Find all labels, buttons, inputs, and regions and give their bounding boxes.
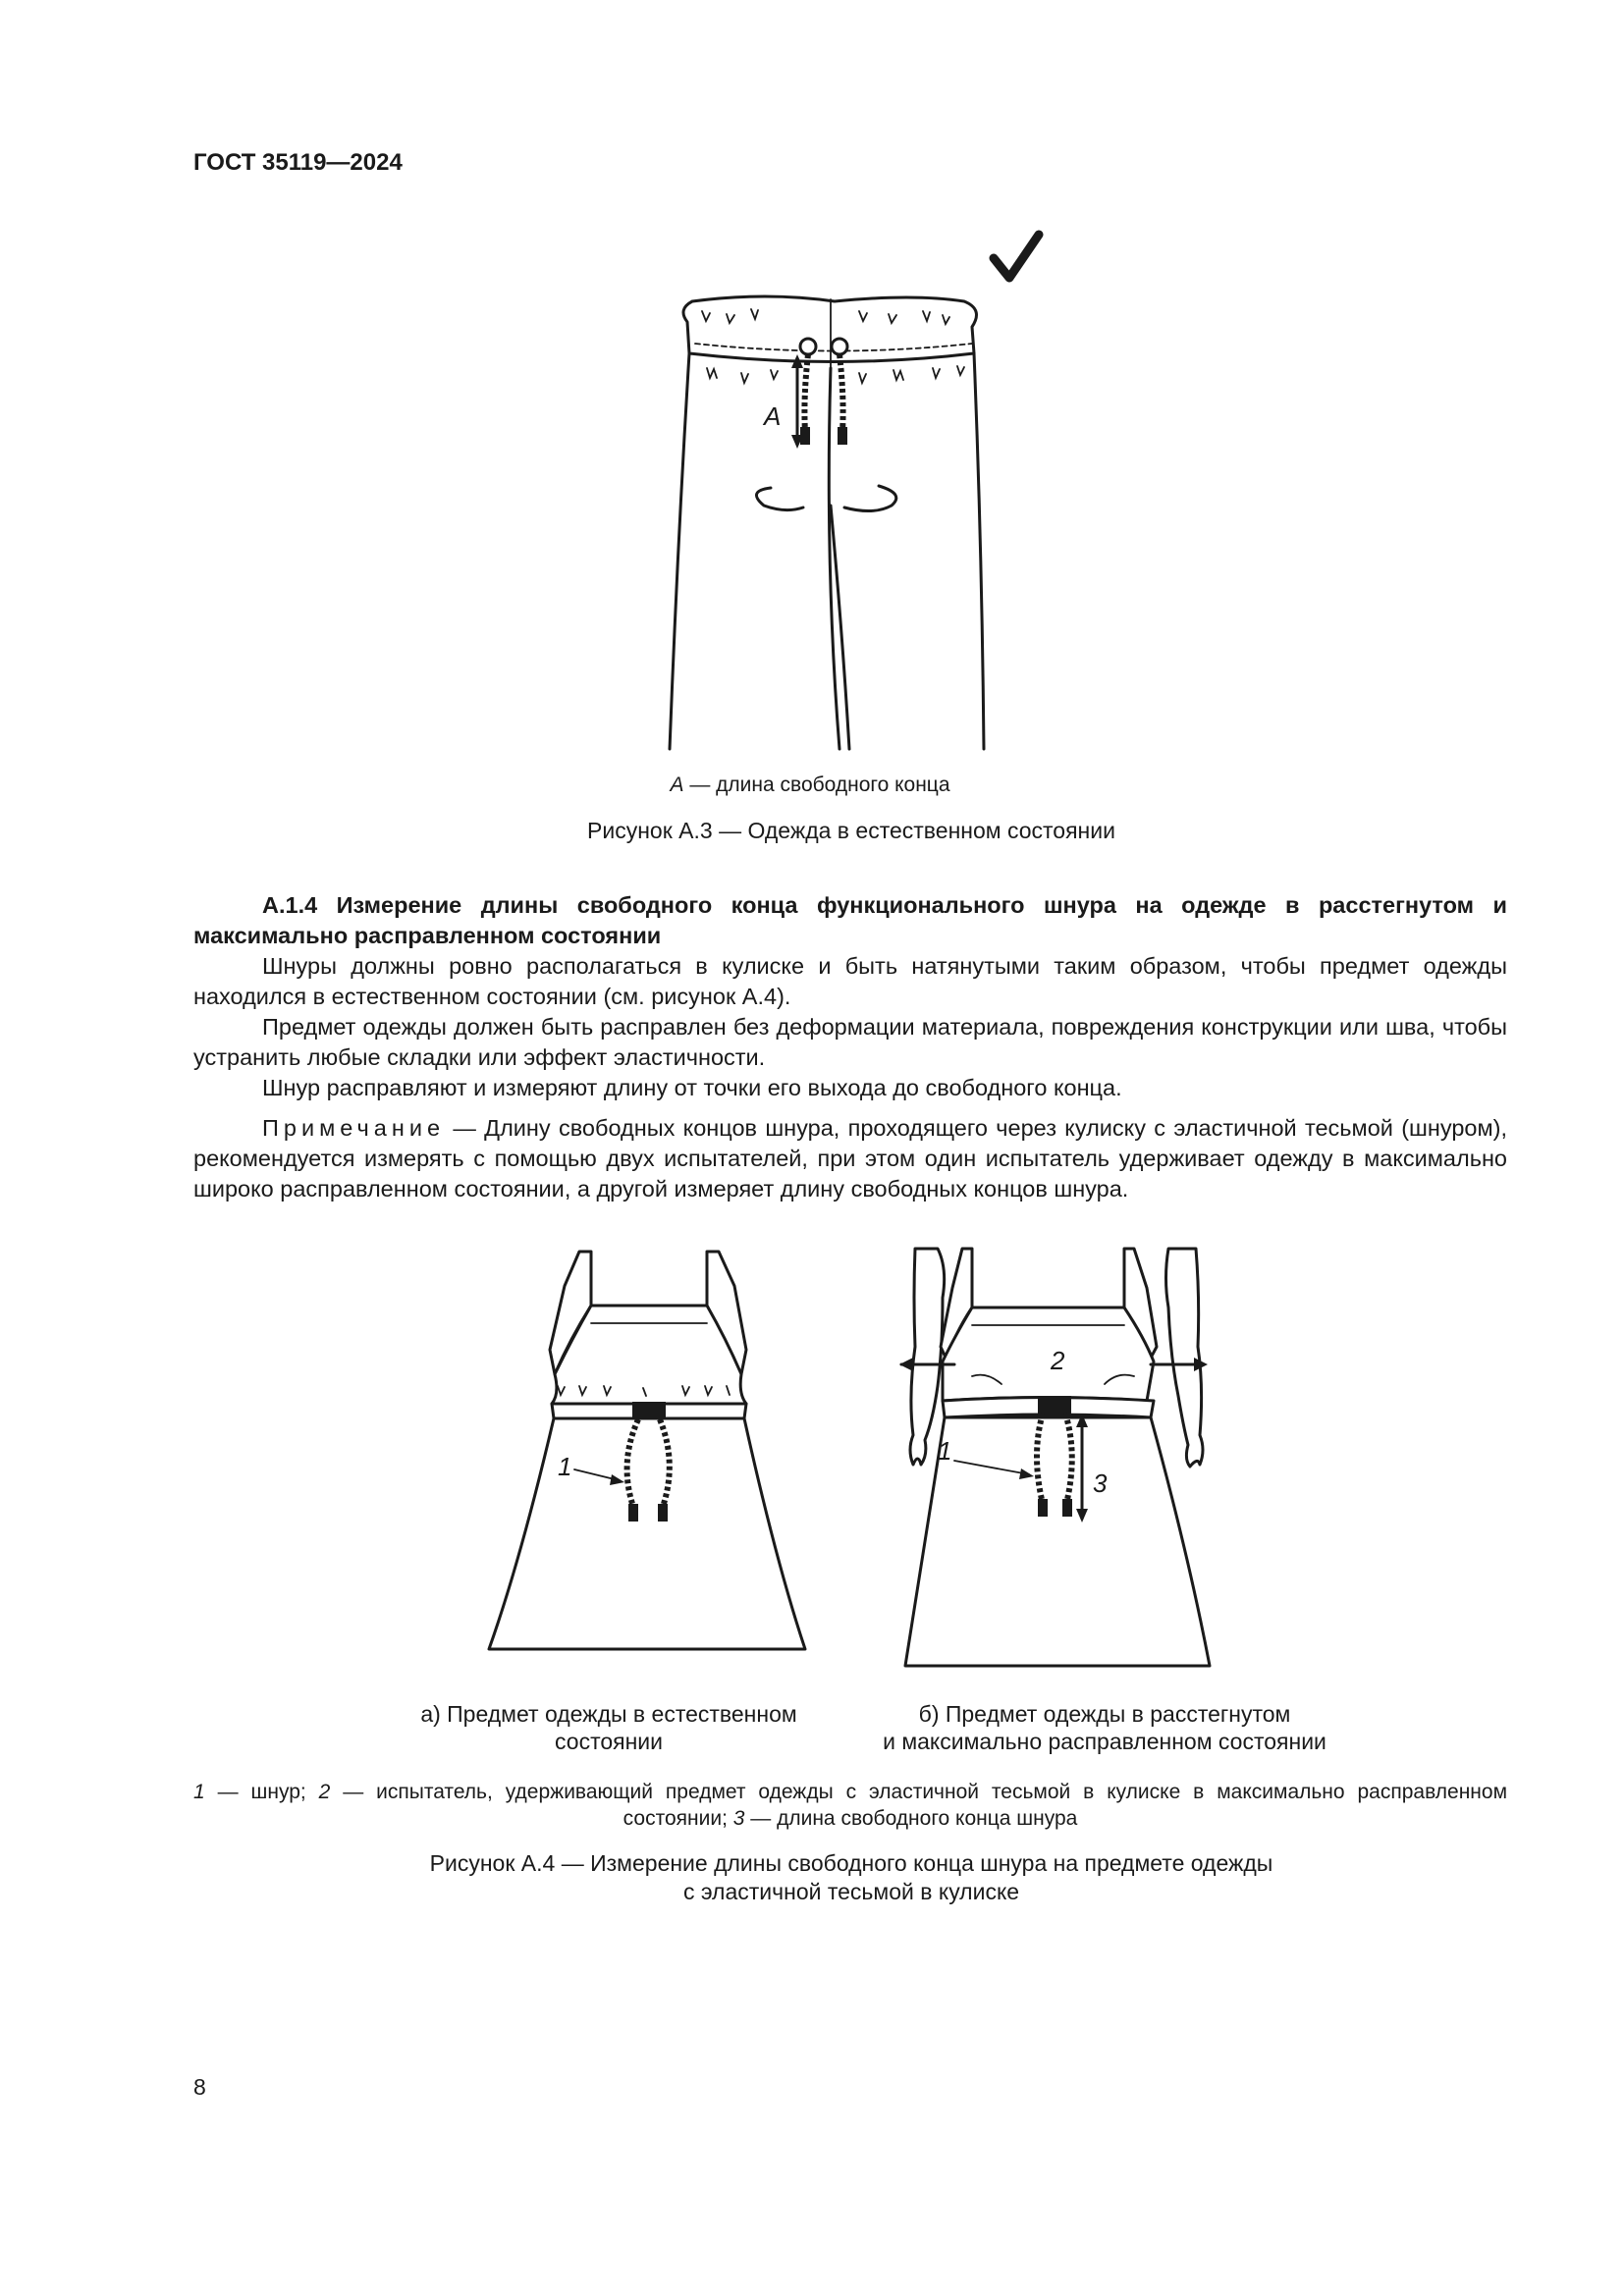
- legend-text-1: — шнур;: [204, 1781, 319, 1803]
- figure-a4-dress-natural: [481, 1247, 835, 1659]
- figure-a4-title-line1: Рисунок А.4 — Измерение длины свободного конца шнура на предмете одежды: [429, 1850, 1273, 1876]
- subcaption-a-line2: состоянии: [555, 1729, 663, 1754]
- legend-text-3: — длина свободного конца шнура: [744, 1807, 1078, 1830]
- subcaption-a: [388, 1700, 830, 1755]
- figure-a4-title-line2: с эластичной тесьмой в кулиске: [682, 1879, 1020, 1904]
- paragraph-2: Предмет одежды должен быть расправлен без деформации материала, повреждения конструкции или шва, чтобы устранить любые складки или эффект эластичности.: [193, 1014, 1507, 1070]
- tester-right-hand: [1166, 1249, 1204, 1467]
- section-heading: А.1.4 Измерение длины свободного конца функционального шнура на одежде в расстегнутом и максимально расправленном состоянии: [193, 892, 1507, 948]
- page-number: 8: [193, 2074, 206, 2100]
- note-text: — Длину свободных концов шнура, проходящего через кулиску с эластичной тесьмой (шнуром), рекомендуется измерять с помощью двух испытателей, при этом один испытатель удерживает одежду в максимально широко расправленном состоянии, а другой измеряет длину свободных концов шнура.: [193, 1115, 1507, 1201]
- legend-key-1: 1: [193, 1781, 205, 1803]
- figure-a4-title: [295, 1849, 1408, 1906]
- subcaption-a-line1: а) Предмет одежды в естественном: [420, 1701, 797, 1727]
- pants-left-leg: [670, 353, 689, 749]
- paragraph-1: Шнуры должны ровно располагаться в кулиске и быть натянутыми таким образом, чтобы предмет одежды находился в естественном состоянии (см. рисунок А.4).: [193, 953, 1507, 1009]
- callout-3: 3: [1093, 1468, 1108, 1498]
- figure-a4-dress-stretched: [893, 1239, 1218, 1671]
- legend-key-2: 2: [318, 1781, 331, 1803]
- tester-left-hand: [910, 1249, 945, 1465]
- document-header: ГОСТ 35119—2024: [193, 149, 403, 176]
- eyelet-left: [800, 339, 816, 354]
- note-label: Примечание: [262, 1115, 446, 1141]
- dress-skirt: [489, 1418, 805, 1649]
- dress-bodice-stretched: [943, 1308, 1154, 1401]
- callout-1-b: 1: [938, 1436, 952, 1466]
- pants-right-leg: [974, 353, 984, 749]
- callout-1-a: 1: [558, 1452, 572, 1481]
- note: [193, 1113, 1507, 1204]
- subcaption-b: [844, 1700, 1365, 1755]
- eyelet-right: [832, 339, 847, 354]
- subcaption-b-line2: и максимально расправленном состоянии: [883, 1729, 1326, 1754]
- legend-text-2: — испытатель, удерживающий предмет одежды с эластичной тесьмой в кулиске в максимально расправленном: [330, 1781, 1507, 1803]
- figure-a3-legend: [589, 774, 1031, 797]
- legend-key-3: 3: [732, 1807, 745, 1830]
- figure-a3-title: Рисунок А.3 — Одежда в естественном состоянии: [587, 818, 1115, 843]
- legend-text-2b: состоянии;: [623, 1807, 733, 1830]
- legend-key-a: A: [670, 774, 684, 796]
- label-a: A: [764, 401, 782, 431]
- figure-a3-pants-drawing: [648, 221, 1060, 756]
- subcaption-b-line1: б) Предмет одежды в расстегнутом: [918, 1701, 1291, 1727]
- paragraph-3: Шнур расправляют и измеряют длину от точки его выхода до свободного конца.: [262, 1075, 1122, 1100]
- section-a14: [193, 890, 1507, 1204]
- figure-a4-legend: [193, 1779, 1507, 1832]
- checkmark-icon: [994, 235, 1039, 278]
- legend-text-a: — длина свободного конца: [683, 774, 950, 796]
- callout-2: 2: [1051, 1346, 1065, 1375]
